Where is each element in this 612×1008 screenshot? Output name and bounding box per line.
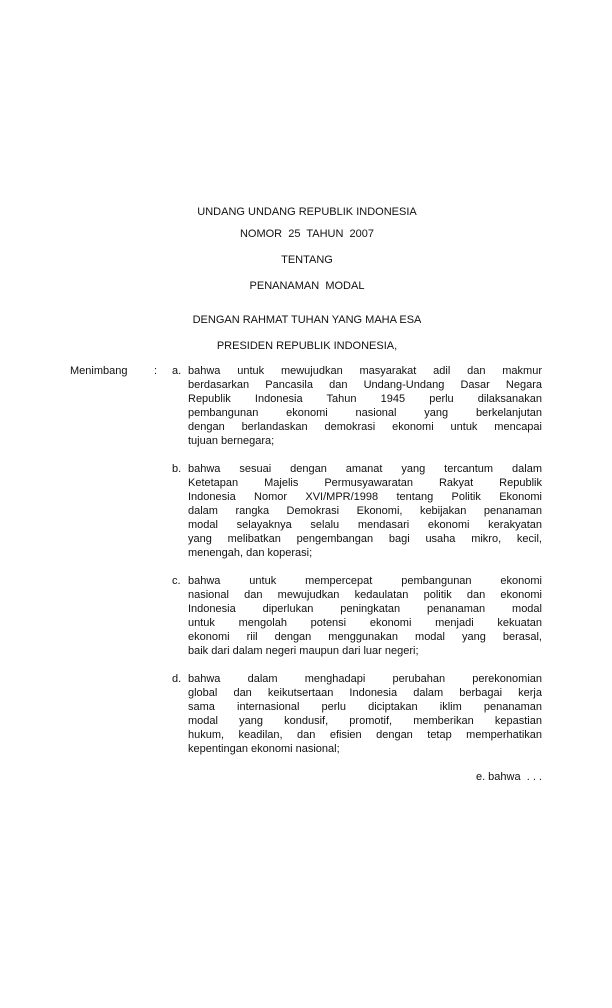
text-line: global dan keikutsertaan Indonesia dalam berbagai kerja bbox=[188, 687, 542, 699]
continuation-marker: e. bahwa . . . bbox=[475, 771, 542, 783]
item-marker: c. bbox=[172, 575, 181, 587]
text-line: Ketetapan Majelis Permusyawaratan Rakyat Republik bbox=[188, 477, 542, 489]
text-line: Indonesia diperlukan peningkatan penanaman modal bbox=[188, 603, 542, 615]
item-marker: b. bbox=[172, 463, 182, 475]
invocation: DENGAN RAHMAT TUHAN YANG MAHA ESA bbox=[192, 314, 422, 326]
item-marker: d. bbox=[172, 673, 182, 685]
title-line-2: NOMOR 25 TAHUN 2007 bbox=[239, 228, 375, 240]
text-line: bahwa untuk mewujudkan masyarakat adil dan makmur bbox=[188, 365, 542, 377]
title-line-1: UNDANG UNDANG REPUBLIK INDONESIA bbox=[197, 206, 417, 218]
considerations-list bbox=[172, 364, 542, 756]
text-line: hukum, keadilan, dan efisien dengan tetap memperhatikan bbox=[188, 729, 542, 741]
text-line: yang melibatkan pengembangan bagi usaha mikro, kecil, bbox=[188, 533, 542, 545]
text-line: ekonomi riil dengan menggunakan modal yang berasal, bbox=[188, 631, 542, 643]
item-text bbox=[188, 672, 542, 756]
text-line: menengah, dan koperasi; bbox=[188, 547, 313, 559]
text-line: pembangunan ekonomi nasional yang berkelanjutan bbox=[188, 407, 542, 419]
text-line: modal selayaknya selalu mendasari ekonomi kerakyatan bbox=[188, 519, 542, 531]
text-line: dalam rangka Demokrasi Ekonomi, kebijakan penanaman bbox=[188, 505, 542, 517]
text-line: tujuan bernegara; bbox=[188, 435, 275, 447]
consideration-item bbox=[172, 574, 542, 658]
text-line: sama internasional perlu diciptakan iklim penanaman bbox=[188, 701, 542, 713]
menimbang-section bbox=[70, 364, 542, 784]
text-line: Indonesia Nomor XVI/MPR/1998 tentang Politik Ekonomi bbox=[188, 491, 542, 503]
item-marker: a. bbox=[172, 365, 182, 377]
consideration-item bbox=[172, 364, 542, 448]
menimbang-colon: : bbox=[154, 365, 158, 377]
text-line: untuk mengolah potensi ekonomi menjadi kekuatan bbox=[188, 617, 542, 629]
president-heading: PRESIDEN REPUBLIK INDONESIA, bbox=[216, 340, 398, 352]
text-line: nasional dan mewujudkan kedaulatan politik dan ekonomi bbox=[188, 589, 542, 601]
item-text bbox=[188, 574, 542, 658]
item-text bbox=[188, 364, 542, 448]
text-line: bahwa untuk mempercepat pembangunan ekonomi bbox=[188, 575, 542, 587]
text-line: Republik Indonesia Tahun 1945 perlu dilaksanakan bbox=[188, 393, 542, 405]
subject-heading: PENANAMAN MODAL bbox=[249, 280, 365, 292]
text-line: bahwa dalam menghadapi perubahan perekonomian bbox=[188, 673, 542, 685]
consideration-item bbox=[172, 462, 542, 560]
text-line: berdasarkan Pancasila dan Undang-Undang Dasar Negara bbox=[188, 379, 542, 391]
text-line: modal yang kondusif, promotif, memberikan kepastian bbox=[188, 715, 542, 727]
text-line: baik dari dalam negeri maupun dari luar negeri; bbox=[188, 645, 419, 657]
text-line: bahwa sesuai dengan amanat yang tercantum dalam bbox=[188, 463, 542, 475]
consideration-item bbox=[172, 672, 542, 756]
tentang-heading: TENTANG bbox=[281, 254, 333, 266]
menimbang-label: Menimbang bbox=[70, 365, 128, 377]
text-line: dengan berlandaskan demokrasi ekonomi untuk mencapai bbox=[188, 421, 542, 433]
text-line: kepentingan ekonomi nasional; bbox=[188, 743, 340, 755]
item-text bbox=[188, 462, 542, 560]
